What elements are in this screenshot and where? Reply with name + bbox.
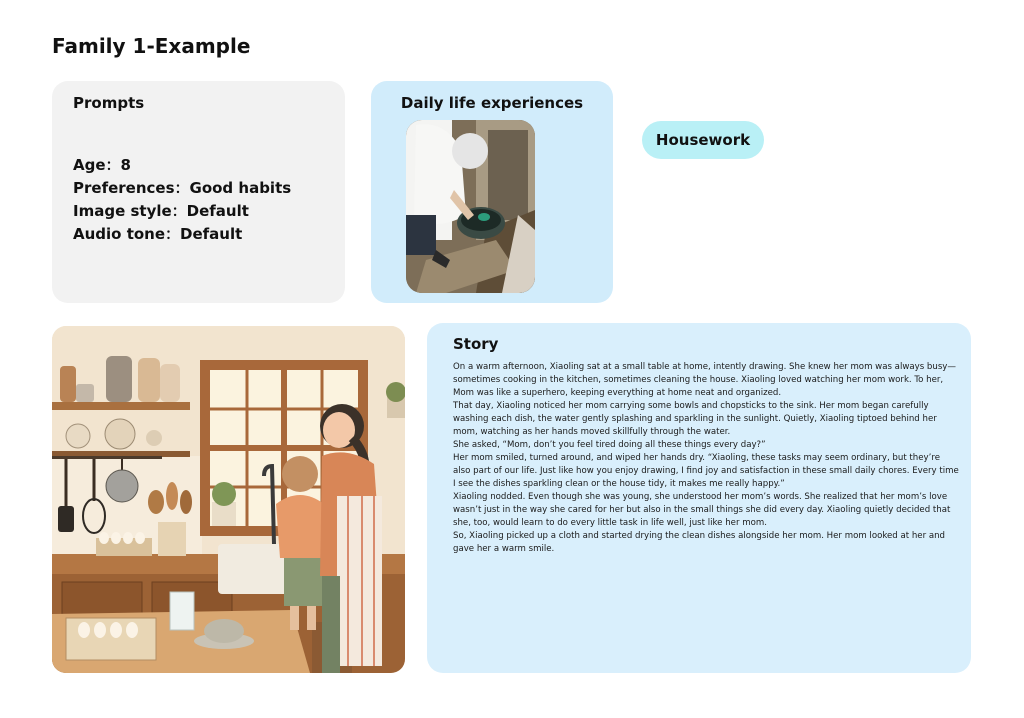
prompt-age: Age：8 xyxy=(73,156,131,174)
story-paragraph: That day, Xiaoling noticed her mom carrying some bowls and chopsticks to the sink. Her mom began carefully washing each dish, the water gently splashing and sparkling in the sunlight. Quietly, Xiaoling tiptoed behind her mom, watching as her hands moved skillfully through the water. xyxy=(453,401,937,437)
story-body xyxy=(453,361,959,556)
daily-life-heading: Daily life experiences xyxy=(400,94,584,112)
prompts-list xyxy=(73,154,291,246)
prompts-heading: Prompts xyxy=(73,94,145,112)
story-heading: Story xyxy=(453,335,499,353)
kitchen-illustration-image xyxy=(52,326,405,673)
prompt-audio-tone: Audio tone：Default xyxy=(73,225,243,243)
daily-life-card xyxy=(371,81,613,303)
prompt-preferences: Preferences：Good habits xyxy=(73,179,292,197)
story-paragraph: She asked, “Mom, don’t you feel tired doing all these things every day?” xyxy=(453,440,766,450)
story-paragraph: So, Xiaoling picked up a cloth and started drying the clean dishes alongside her mom. Her mom looked at her and gave her a warm smile. xyxy=(453,531,946,554)
story-illustration xyxy=(52,326,405,673)
story-card xyxy=(427,323,971,673)
story-paragraph: Xiaoling nodded. Even though she was young, she understood her mom’s words. She realized that her mom’s love wasn’t just in the way she cared for her but also in the small things she did every day. Xiaoling quietly decided that she, too, would learn to do every little task in life well, just like her mom. xyxy=(453,492,951,528)
dishwashing-photo-image xyxy=(406,120,535,293)
prompt-image-style: Image style：Default xyxy=(73,202,249,220)
story-paragraph: On a warm afternoon, Xiaoling sat at a small table at home, intently drawing. She knew her mom was always busy—sometimes cooking in the kitchen, sometimes cleaning the house. Xiaoling loved watching her mom work. To her, Mom was like a superhero, keeping everything at home neat and organized. xyxy=(453,362,956,398)
prompts-card xyxy=(52,81,345,303)
story-paragraph: Her mom smiled, turned around, and wiped her hands dry. “Xiaoling, these tasks may seem ordinary, but they’re also part of our life. Just like how you enjoy drawing, I find joy and satisfaction in these small daily chores. Every time I see the dishes sparkling clean or the house tidy, it makes me really happy.” xyxy=(453,453,959,489)
housework-tag: Housework xyxy=(642,121,764,159)
daily-life-photo xyxy=(406,120,535,293)
page-title: Family 1-Example xyxy=(52,34,251,58)
